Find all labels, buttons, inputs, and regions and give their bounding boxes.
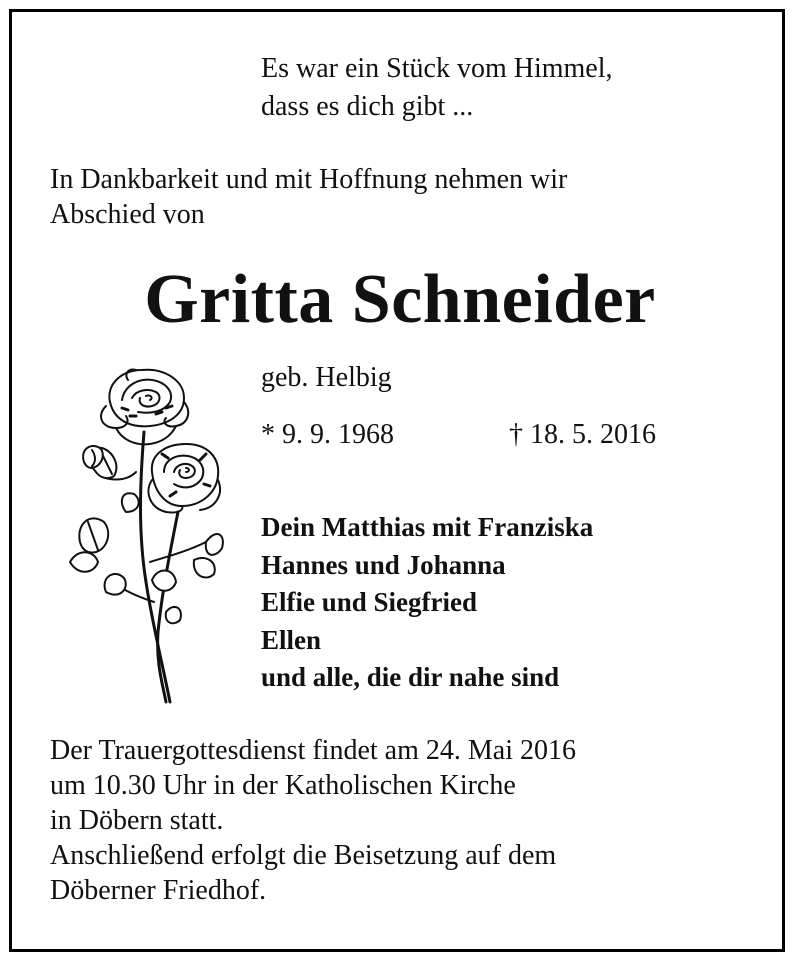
service-line: in Döbern statt. xyxy=(50,805,224,836)
mourner-line: Dein Matthias mit Franziska xyxy=(261,512,594,542)
service-line: um 10.30 Uhr in der Katholischen Kirche xyxy=(50,770,516,801)
deceased-name: Gritta Schneider xyxy=(144,261,656,338)
mourner-line: und alle, die dir nahe sind xyxy=(261,662,560,692)
service-line: Anschließend erfolgt die Beisetzung auf dem xyxy=(50,840,557,871)
mourner-line: Hannes und Johanna xyxy=(261,549,506,580)
mourner-line: Ellen xyxy=(261,624,322,655)
mourner-line: Elfie und Siegfried xyxy=(261,587,478,617)
service-details xyxy=(50,733,576,908)
death-date: † 18. 5. 2016 xyxy=(509,419,656,450)
service-line: Döberner Friedhof. xyxy=(50,875,267,906)
motto-line-1: Es war ein Stück vom Himmel, xyxy=(261,53,613,84)
motto-line-2: dass es dich gibt ... xyxy=(261,91,474,122)
intro-line-1: In Dankbarkeit und mit Hoffnung nehmen wir xyxy=(50,164,568,195)
mourners-list xyxy=(261,509,593,697)
rose-icon xyxy=(66,362,226,707)
intro-line-2: Abschied von xyxy=(50,199,205,230)
birth-name: geb. Helbig xyxy=(261,362,392,393)
birth-date: * 9. 9. 1968 xyxy=(261,419,394,450)
service-line: Der Trauergottesdienst findet am 24. Mai 2016 xyxy=(50,735,576,766)
